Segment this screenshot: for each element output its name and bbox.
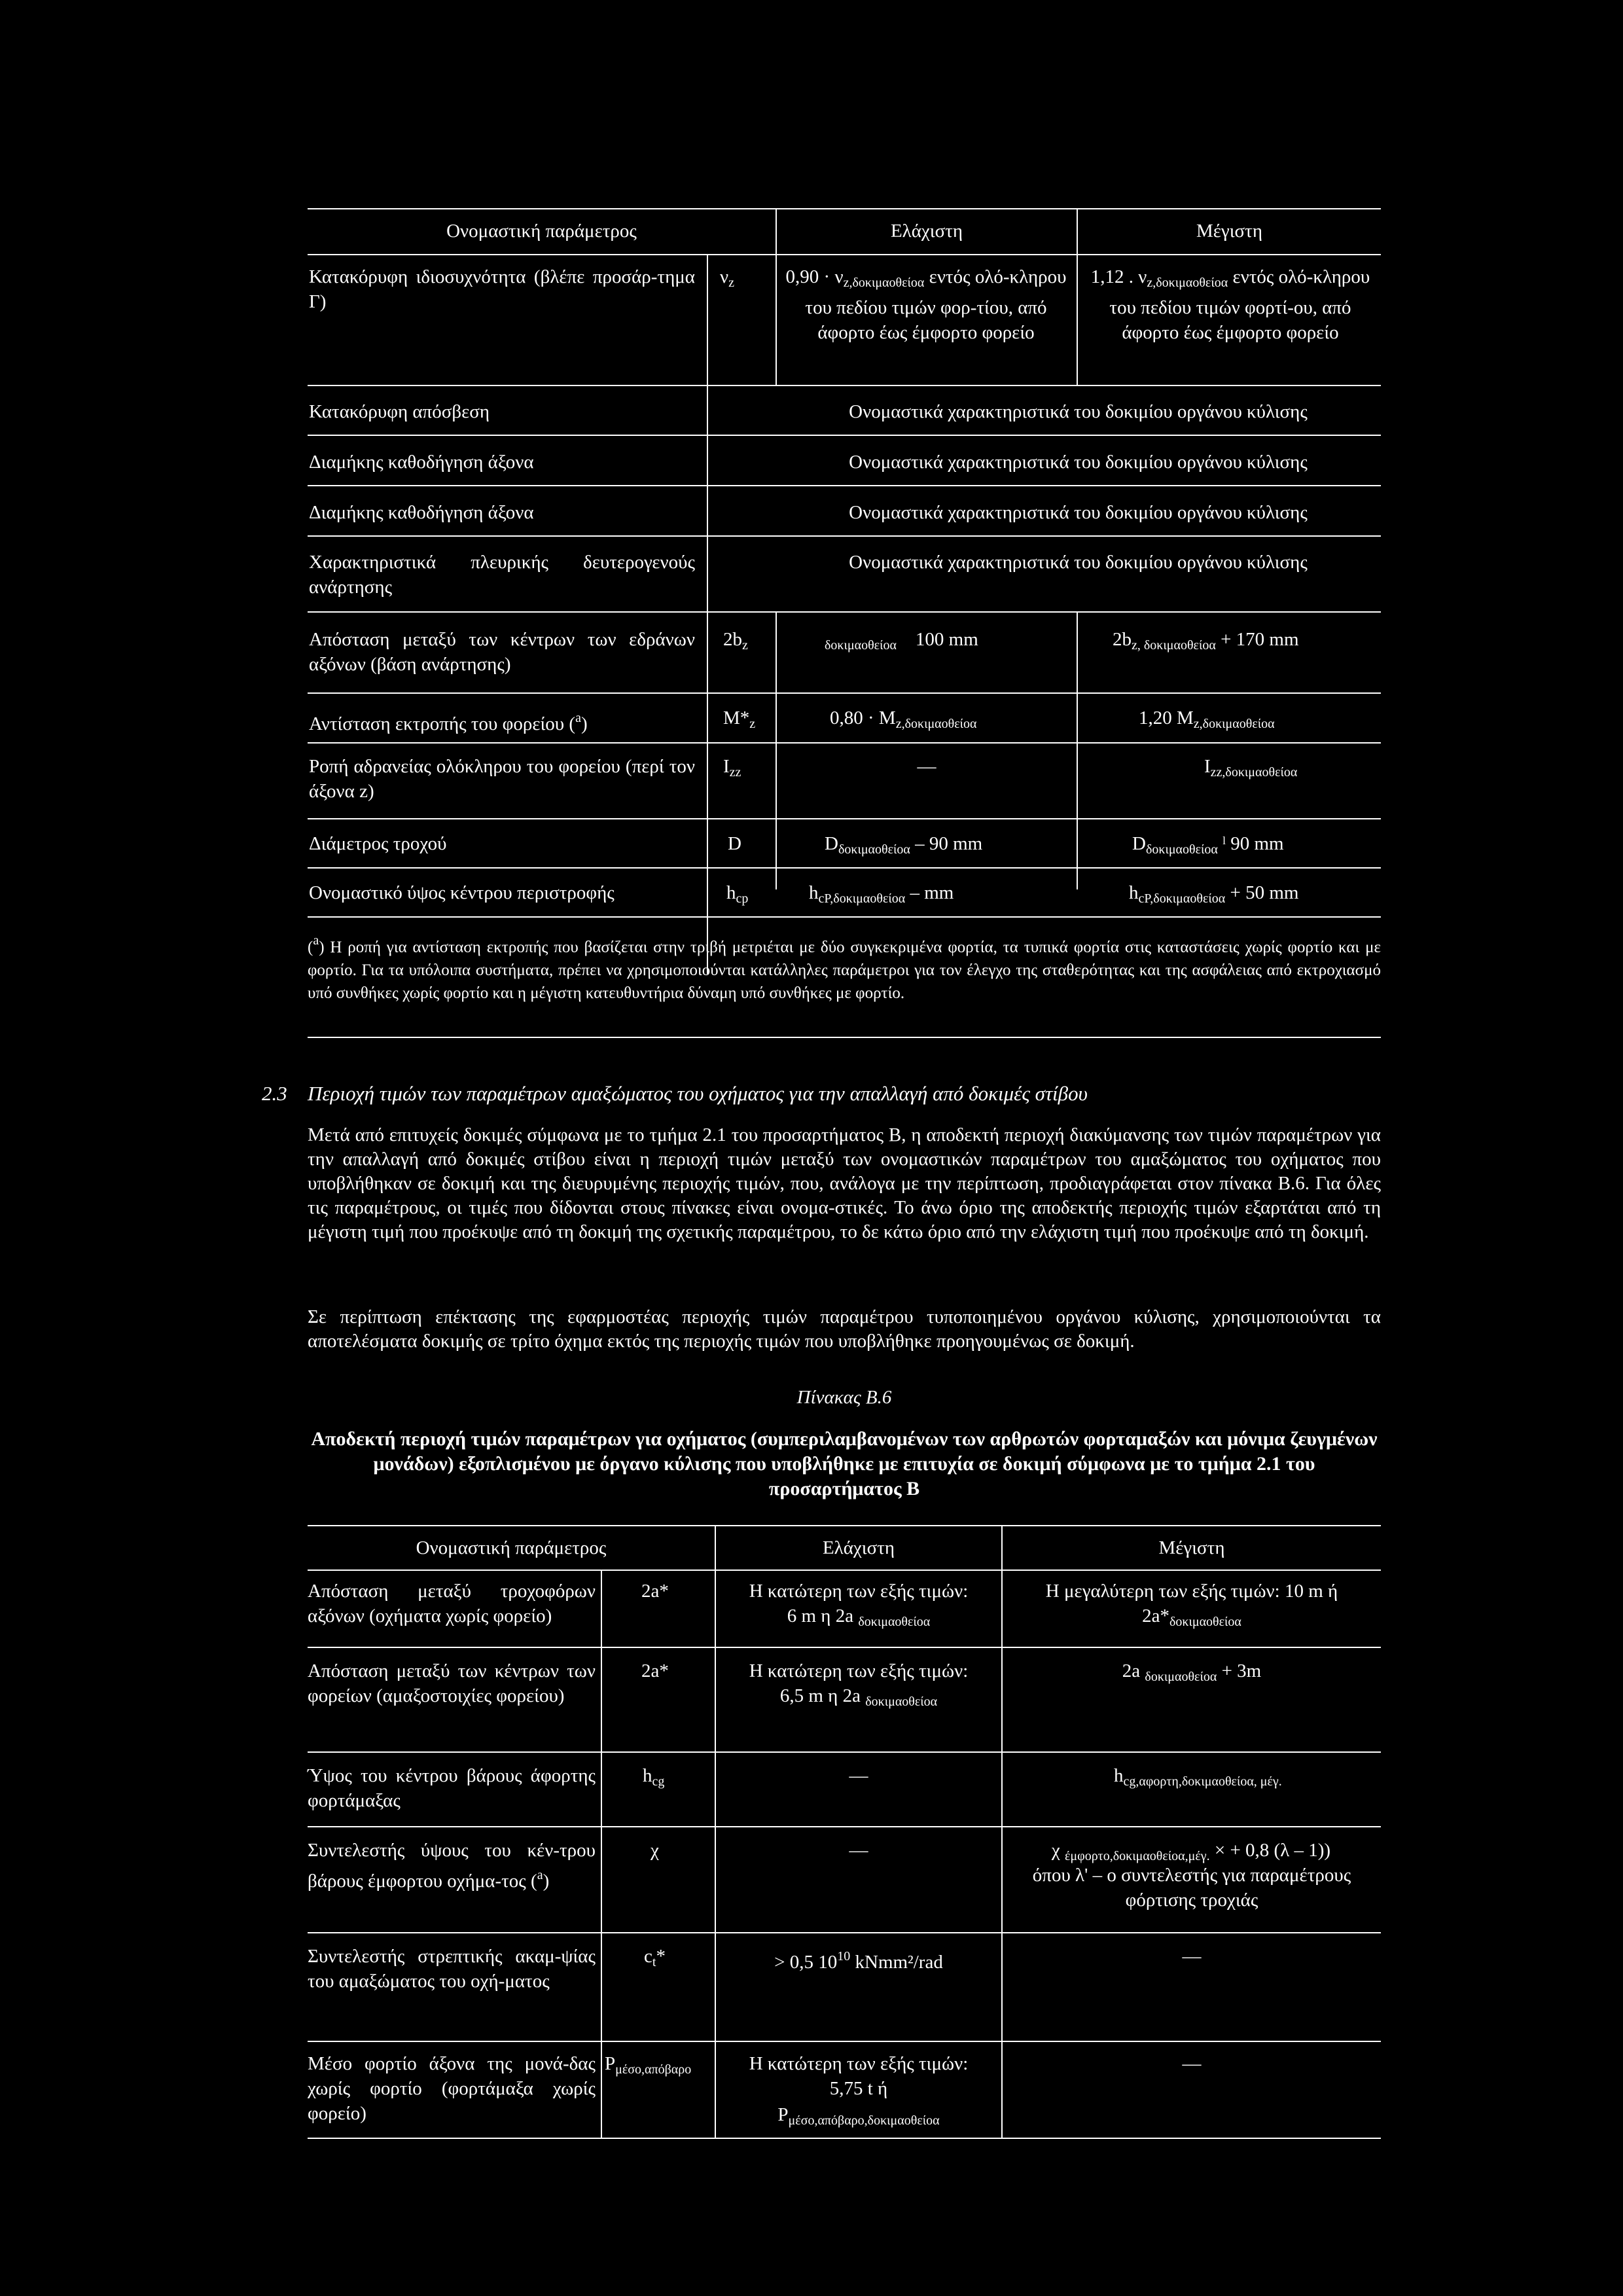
table1-symbol: $M*_z$ <box>723 708 756 731</box>
table1-symbol: $\nu_z$ <box>720 266 735 290</box>
table1-top-rule <box>308 208 1381 209</box>
table1-max: 1,20 $M_{z,\delta o\kappa\iota\mu\alpha o\theta\varepsilon ίo\alpha}$ <box>1139 708 1275 731</box>
table2-row-rule <box>308 2041 1381 2042</box>
table2-max: φόρτισης τροχιάς <box>1125 1890 1258 1910</box>
table2-symbol: 2a* <box>641 1660 669 1681</box>
table2-min: 6,5 m η 2a $_{\delta o\kappa\iota\mu\alpha o\theta\varepsilon ίo\alpha}$ <box>779 1685 938 1709</box>
table1-header-param: Ονομαστική παράμετρος <box>446 221 637 242</box>
table2-symbol: $c_t*$ <box>644 1946 666 1969</box>
table2-param: Απόσταση μεταξύ τροχοφόρων αξόνων (οχήματα χωρίς φορείο) <box>308 1581 596 1626</box>
table2-label: Πίνακας Β.6 <box>796 1387 892 1408</box>
table1-max: $2b_{z, \delta o\kappa\iota\mu\alpha o\theta\varepsilon ίo\alpha} + 170$ mm <box>1113 629 1299 653</box>
table1-span: Ονομαστικά χαρακτηριστικά του δοκιμίου οργάνου κύλισης <box>849 452 1308 473</box>
section-title: Περιοχή τιμών των παραμέτρων αμαξώματος του οχήματος για την απαλλαγή από δοκιμές στίβου <box>308 1082 1088 1105</box>
table2-min: $P_{\mu έ\sigma o,\alpha\pi ό\beta\alpha\rho o,\delta o\kappa\iota\mu\alpha o\theta\varepsilon ίo\alpha}$ <box>777 2104 940 2128</box>
table2-min: Η κατώτερη των εξής τιμών: <box>749 1660 969 1681</box>
table1-header-min: Ελάχιστη <box>890 221 963 242</box>
table1-min: $h_{cP,\delta o\kappa\iota\mu\alpha o\theta\varepsilon ίo\alpha}$ – mm <box>809 882 954 906</box>
table2-max: $2a*_{\delta o\kappa\iota\mu\alpha o\theta\varepsilon ίo\alpha}$ <box>1142 1605 1241 1629</box>
table1-row-rule <box>308 435 1381 436</box>
table1-param: Απόσταση μεταξύ των κέντρων των εδράνων αξόνων (βάση ανάρτησης) <box>309 629 695 675</box>
section-number: 2.3 <box>262 1082 287 1105</box>
table2-min: 6 m η 2a $_{\delta o\kappa\iota\mu\alpha o\theta\varepsilon ίo\alpha}$ <box>787 1605 931 1629</box>
table2-max: — <box>1182 2053 1202 2074</box>
table1-param: Κατακόρυφη απόσβεση <box>309 401 490 422</box>
table1-row-rule <box>308 818 1381 819</box>
table2-max: όπου λ' – ο συντελεστής για παραμέτρους <box>1032 1865 1351 1886</box>
table2-param: Μέσο φορτίο άξονα της μονά-δας χωρίς φορτίο (φορτάμαξα χωρίς φορείο) <box>308 2053 596 2124</box>
table2-header-param: Ονομαστική παράμετρος <box>416 1537 607 1558</box>
table2-param: Συντελεστής στρεπτικής ακαμ-ψίας του αμαξώματος του οχή-ματος <box>308 1946 596 1992</box>
table2-row-rule <box>308 1751 1381 1753</box>
table2-min: Η κατώτερη των εξής τιμών: <box>749 2053 969 2074</box>
table2-bottom-rule <box>308 2138 1381 2139</box>
table1-row-rule <box>308 867 1381 869</box>
table2-param: Ύψος του κέντρου βάρους άφορτης φορτάμαξας <box>308 1765 596 1811</box>
table2-max: 2a $_{\delta o\kappa\iota\mu\alpha o\theta\varepsilon ίo\alpha}$ + 3m <box>1122 1660 1262 1684</box>
table1-bottom-rule <box>308 1037 1381 1038</box>
table1-span: Ονομαστικά χαρακτηριστικά του δοκιμίου οργάνου κύλισης <box>849 502 1308 523</box>
table2-top-rule <box>308 1525 1381 1526</box>
table1-param: Χαρακτηριστικά πλευρικής δευτερογενούς ανάρτησης <box>309 552 695 598</box>
table1-symbol: $I_{zz}$ <box>723 756 741 780</box>
table1-row-rule <box>308 385 1381 386</box>
table2-header-rule <box>308 1570 1381 1571</box>
table1-param: Διαμήκης καθοδήγηση άξονα <box>309 502 534 523</box>
table2-symbol: $P_{\mu έ\sigma o,\alpha\pi ό\beta\alpha\rho o}$ <box>605 2053 692 2077</box>
table1-row-rule <box>308 742 1381 744</box>
table2-row-rule <box>308 1647 1381 1648</box>
table1-param: Ροπή αδρανείας ολόκληρου του φορείου (περί τον άξονα z) <box>309 756 695 802</box>
table1-symbol: $h_{cp}$ <box>726 882 749 906</box>
table1-symbol: D <box>728 833 741 854</box>
section-paragraph: Σε περίπτωση επέκτασης της εφαρμοστέας περιοχής τιμών παραμέτρου τυποποιημένου οργάνου κύλισης, χρησιμοποιούνται τα αποτελέσματα δοκιμής σε τρίτο όχημα εκτός της περιοχής τιμών που υποβλήθηκε προηγουμένως σε δοκιμή. <box>308 1306 1381 1352</box>
table1-param: Κατακόρυφη ιδιοσυχνότητα (βλέπε προσάρ-τημα Γ) <box>309 266 695 312</box>
table1-max: $h_{cP,\delta o\kappa\iota\mu\alpha o\theta\varepsilon ίo\alpha} + 50$ mm <box>1129 882 1299 906</box>
table1-min: $_{\delta o\kappa\iota\mu\alpha o\theta\varepsilon ίo\alpha}$ 100 mm <box>825 629 978 653</box>
table1-col-divider <box>1077 611 1078 889</box>
table1-min: — <box>917 756 936 777</box>
table2-param: Συντελεστής ύψους του κέν-τρου βάρους έμφορτου οχήμα-τος ($^a$) <box>308 1840 596 1892</box>
table2-symbol: 2a* <box>641 1581 669 1602</box>
table2-row-rule <box>308 1826 1381 1827</box>
table1-row-rule <box>308 916 1381 918</box>
table1-symbol: $2b_z$ <box>723 629 748 653</box>
table1-row-rule <box>308 535 1381 537</box>
table1-col-divider <box>707 254 708 974</box>
table1-param: Διάμετρος τροχού <box>309 833 447 854</box>
table1-min: $0,80 \cdot M_{z,\delta o\kappa\iota\mu\alpha o\theta\varepsilon ίo\alpha}$ <box>830 708 977 731</box>
table1-col-divider <box>776 611 777 889</box>
table1-row-rule <box>308 485 1381 486</box>
table1-max: $D_{\delta o\kappa\iota\mu\alpha o\theta\varepsilon ίo\alpha}$ ˡ 90 mm <box>1132 833 1284 857</box>
table2-max: χ $_{έ\mu\varphi o\rho\tau o,\delta o\kappa\iota\mu\alpha o\theta\varepsilon ίo\alpha,\mu έ\gamma.}$ × + 0,8 (λ – 1)) <box>1051 1840 1331 1863</box>
table1-min: $D_{\delta o\kappa\iota\mu\alpha o\theta\varepsilon ίo\alpha} - 90$ mm <box>825 833 983 857</box>
table2-header-min: Ελάχιστη <box>822 1537 895 1558</box>
table1-max: $I_{zz,\delta o\kappa\iota\mu\alpha o\theta\varepsilon ίo\alpha}$ <box>1204 756 1298 780</box>
table2-max: Η μεγαλύτερη των εξής τιμών: 10 m ή <box>1045 1581 1338 1602</box>
table1-param: Ονομαστικό ύψος κέντρου περιστροφής <box>309 882 615 903</box>
table1-min: $0,90 \cdot \nu_{z,\delta o\kappa\iota\mu\alpha o\theta\varepsilon ίo\alpha}$ εντός ολό-κληρου του πεδίου τιμών φορ-τίου, από άφορτο έως έμφορτο φορείο <box>785 266 1067 343</box>
table2-min: > 0,5 $10^{10}$ kNmm²/rad <box>774 1949 943 1973</box>
table1-row-rule <box>308 611 1381 613</box>
table2-title: Αποδεκτή περιοχή τιμών παραμέτρων για οχήματος (συμπεριλαμβανομένων των αρθρωτών φορταμαξών και μόνιμα ζευγμένων μονάδων) εξοπλισμένου με όργανο κύλισης που υποβλήθηκε με επιτυχία σε δοκιμή σύμφωνα με το τμήμα 2.1 του προσαρτήματος Β <box>311 1428 1378 1499</box>
table1-param: Διαμήκης καθοδήγηση άξονα <box>309 452 534 473</box>
table2-min: 5,75 t ή <box>829 2078 888 2099</box>
table2-max: $h_{cg,\alpha\varphi o\rho\tau\eta,\delta o\kappa\iota\mu\alpha o\theta\varepsilon ίo\alpha, \mu έ\gamma.}$ <box>1114 1765 1282 1789</box>
table2-min: — <box>849 1840 868 1861</box>
table1-footnote: ($^a$) Η ροπή για αντίσταση εκτροπής που βασίζεται στην τριβή μετριέται με δύο συγκεκριμένα φορτία, τα τυπικά φορτία στις καταστάσεις χωρίς φορτίο και με φορτίο. Για τα υπόλοιπα συστήματα, πρέπει να χρησιμοποιούνται κατάλληλες παράμετροι για τον έλεγχο της σταθερότητας και της ασφάλειας από εκτροχιασμό υπό συνθήκες χωρίς φορτίο και η μέγιστη κατευθυντήρια δύναμη υπό συνθήκες με φορτίο. <box>308 933 1381 1002</box>
table1-span: Ονομαστικά χαρακτηριστικά του δοκιμίου οργάνου κύλισης <box>849 401 1308 422</box>
table2-max: — <box>1182 1946 1202 1967</box>
table1-row-rule <box>308 692 1381 694</box>
table2-symbol: $h_{cg}$ <box>643 1765 665 1789</box>
table1-header-rule <box>308 254 1381 255</box>
table2-row-rule <box>308 1932 1381 1933</box>
table1-span: Ονομαστικά χαρακτηριστικά του δοκιμίου οργάνου κύλισης <box>849 552 1308 573</box>
table1-header-max: Μέγιστη <box>1196 221 1263 242</box>
table2-min: — <box>849 1765 868 1786</box>
table2-param: Απόσταση μεταξύ των κέντρων των φορείων (αμαξοστοιχίες φορείου) <box>308 1660 596 1706</box>
table2-col-divider <box>601 1570 602 2139</box>
table2-symbol: χ <box>651 1840 659 1861</box>
table1-param: Αντίσταση εκτροπής του φορείου ($^a$) <box>309 711 588 734</box>
table2-min: Η κατώτερη των εξής τιμών: <box>749 1581 969 1602</box>
table2-header-max: Μέγιστη <box>1158 1537 1225 1558</box>
table1-max: 1,12 . $\nu_{z,\delta o\kappa\iota\mu\alpha o\theta\varepsilon ίo\alpha}$ εντός ολό-κληρου του πεδίου τιμών φορτί-ου, από άφορτο έως έμφορτο φορείο <box>1090 266 1370 343</box>
section-paragraph: Μετά από επιτυχείς δοκιμές σύμφωνα με το τμήμα 2.1 του προσαρτήματος Β, η αποδεκτή περιοχή διακύμανσης των τιμών παραμέτρων για την απαλλαγή από δοκιμές στίβου είναι η περιοχή τιμών μεταξύ των ονομαστικών παραμέτρων του αμαξώματος του οχήματος που υποβλήθηκαν σε δοκιμή και της διευρυμένης περιοχής τιμών, που, ανάλογα με την περίπτωση, προδιαγράφεται στον πίνακα Β.6. Για όλες τις παραμέτρους, οι τιμές που δίδονται στους πίνακες είναι ονομα-στικές. Το άνω όριο της αποδεκτής περιοχής τιμών εξαρτάται από τη μέγιστη τιμή που προέκυψε από τη δοκιμή της σχετικής παραμέτρου, το δε κάτω όριο από την ελάχιστη τιμή που προέκυψε από τη δοκιμή. <box>308 1124 1381 1242</box>
